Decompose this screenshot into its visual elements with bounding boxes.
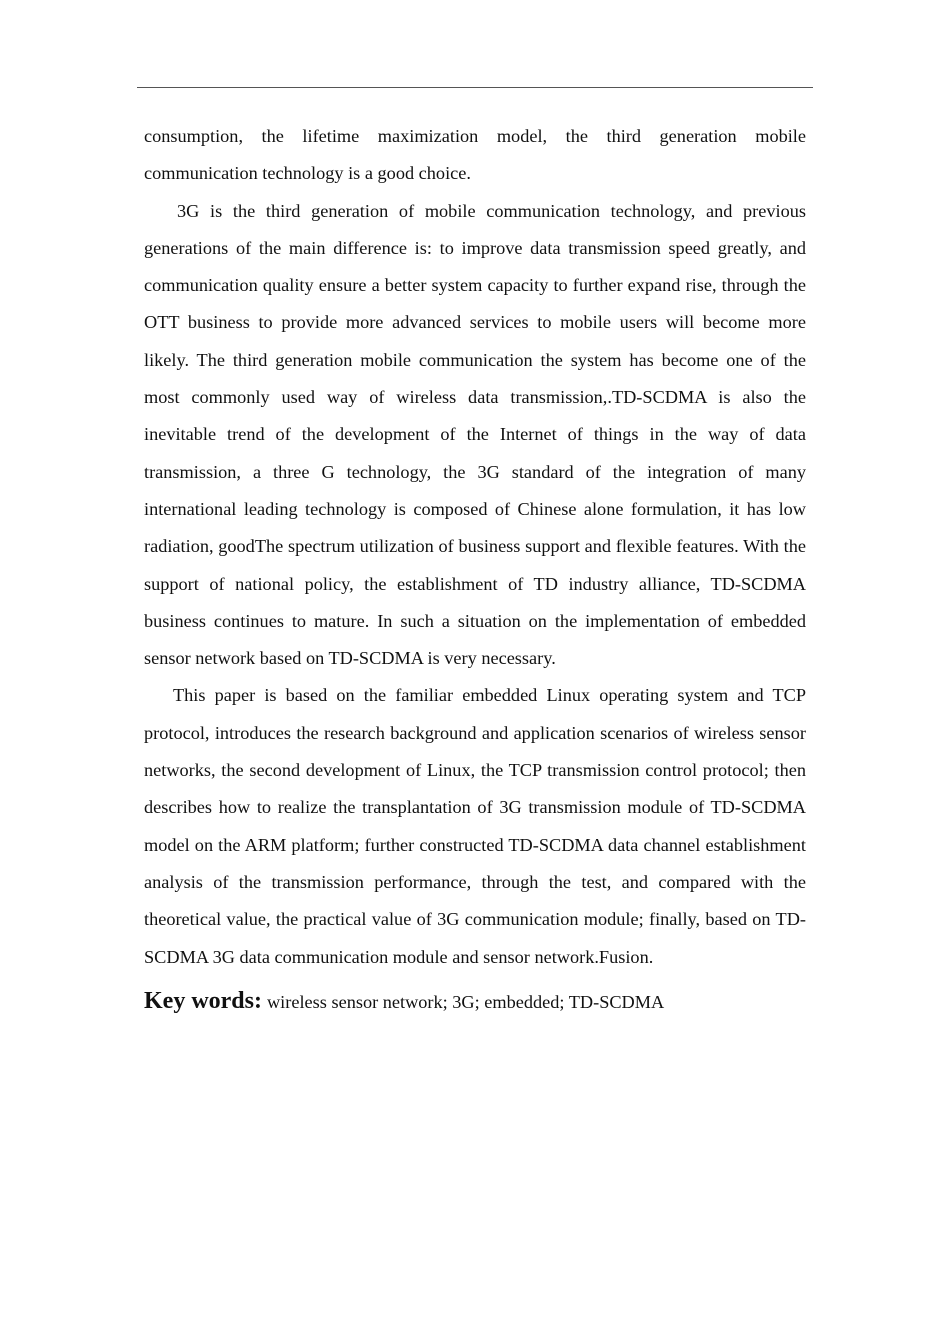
paragraph-paper-summary: This paper is based on the familiar embedded Linux operating system and TCP protocol, introduces the research background and application scenarios of wireless sensor networks, the second development of Linux, the TCP transmission control protocol; then describes how to realize the transplantation of 3G transmission module of TD-SCDMA model on the ARM platform; further constructed TD-SCDMA data channel establishment analysis of the transmission performance, through the test, and compared with the theoretical value, the practical value of 3G communication module; finally, based on TD-SCDMA 3G data communication module and sensor network.Fusion. [144,685,806,967]
keywords-label: Key words: [144,987,262,1014]
header-rule [137,87,813,88]
paragraph-3g-overview: 3G is the third generation of mobile communication technology, and previous generations of the main difference is: to improve data transmission speed greatly, and communication quality ensure a better system capacity to further expand rise, through the OTT business to provide more advanced services to mobile users will become more likely. The third generation mobile communication the system has become one of the most commonly used way of wireless data transmission,.TD-SCDMA is also the inevitable trend of the development of the Internet of things in the way of data transmission, a three G technology, the 3G standard of the integration of many international leading technology is composed of Chinese alone formulation, it has low radiation, goodThe spectrum utilization of business support and flexible features. With the support of national policy, the establishment of TD industry alliance, TD-SCDMA business continues to mature. In such a situation on the implementation of embedded sensor network based on TD-SCDMA is very necessary. [144,200,806,669]
abstract-body [144,118,806,1021]
keywords-text: wireless sensor network; 3G; embedded; TD-SCDMA [266,991,665,1012]
keywords-line [144,982,806,1021]
paragraph-continuation: consumption, the lifetime maximization model, the third generation mobile communication technology is a good choice. [144,126,806,184]
